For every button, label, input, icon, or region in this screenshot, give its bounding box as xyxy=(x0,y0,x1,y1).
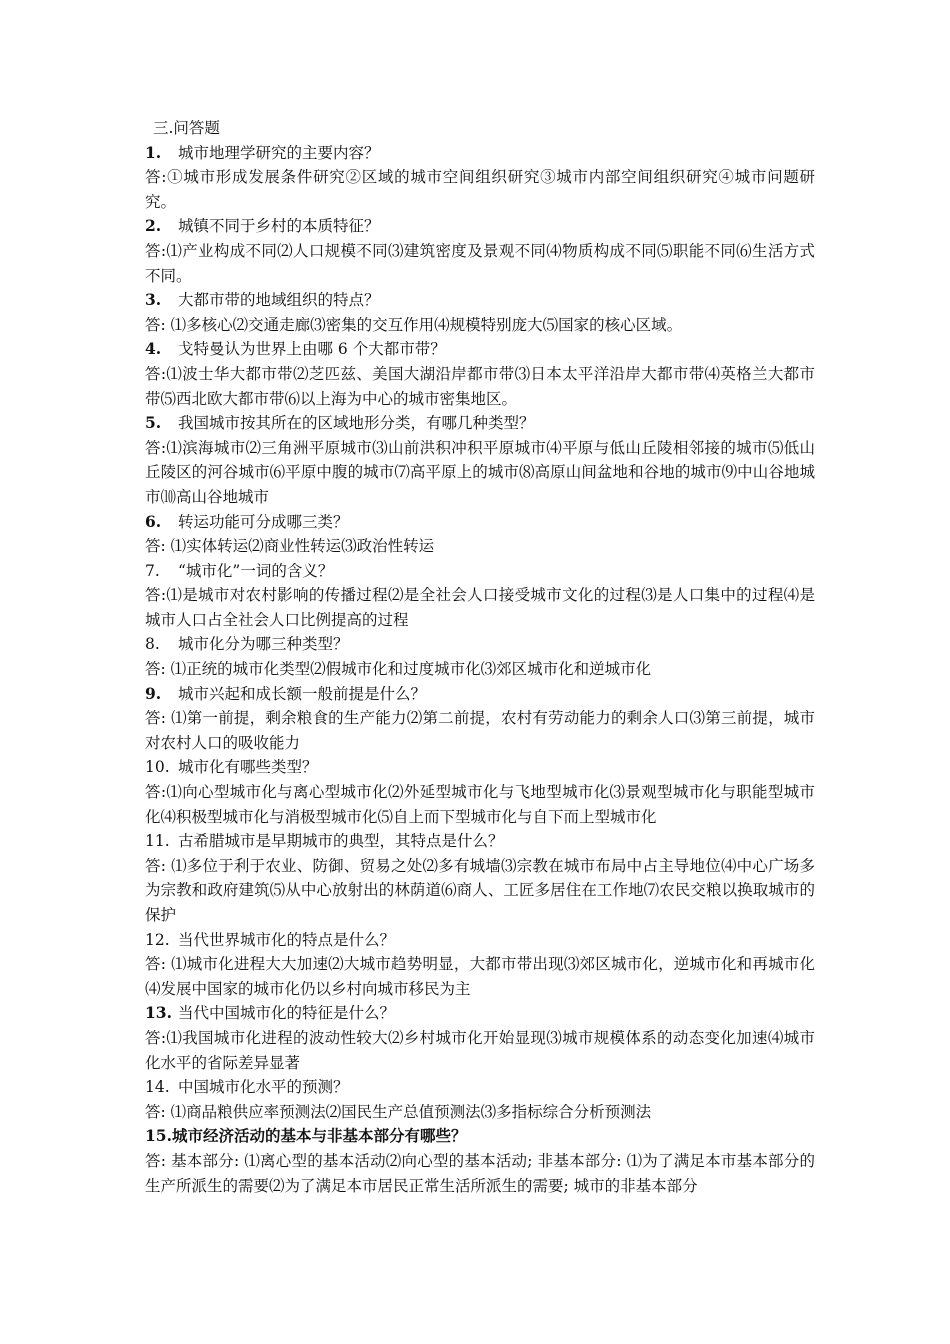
question-number: 12. xyxy=(145,930,170,949)
answer-8: 答: ⑴正统的城市化类型⑵假城市化和过度城市化⑶郊区城市化和逆城市化 xyxy=(145,660,652,679)
question-number: 4. xyxy=(145,339,162,359)
question-3 xyxy=(145,288,815,313)
question-9 xyxy=(145,682,815,707)
question-text: 城市地理学研究的主要内容？ xyxy=(178,143,380,162)
question-number: 9. xyxy=(145,683,162,703)
document-page xyxy=(145,116,815,1198)
question-text: 大都市带的地域组织的特点？ xyxy=(178,291,380,310)
question-15 xyxy=(145,1124,815,1149)
question-1 xyxy=(145,141,815,166)
answer-9: 答: ⑴第一前提，剩余粮食的生产能力⑵第二前提，农村有劳动能力的剩余人口⑶第三前提，城市对农村人口的吸收能力 xyxy=(145,709,815,752)
question-6 xyxy=(145,510,815,535)
question-number: 5. xyxy=(145,413,162,433)
question-text: 当代中国城市化的特征是什么？ xyxy=(178,1004,396,1023)
question-8 xyxy=(145,632,815,657)
answer-12: 答: ⑴城市化进程大大加速⑵大城市趋势明显，大都市带出现⑶郊区城市化，逆城市化和再城市化⑷发展中国家的城市化仍以乡村向城市移民为主 xyxy=(145,955,815,998)
question-number: 2. xyxy=(145,216,162,236)
answer-3: 答: ⑴多核心⑵交通走廊⑶密集的交互作用⑷规模特别庞大⑸国家的核心区域。 xyxy=(145,315,683,334)
question-2 xyxy=(145,214,815,239)
question-text: “城市化”一词的含义？ xyxy=(178,561,334,580)
section-title: 三.问答题 xyxy=(153,119,220,137)
answer-2: 答:⑴产业构成不同⑵人口规模不同⑶建筑密度及景观不同⑷物质构成不同⑸职能不同⑹生活方式不同。 xyxy=(145,241,815,285)
question-10 xyxy=(145,755,815,780)
question-text: 戈特曼认为世界上由哪 6 个大都市带？ xyxy=(178,340,446,359)
answer-5: 答:⑴滨海城市⑵三角洲平原城市⑶山前洪积冲积平原城市⑷平原与低山丘陵相邻接的城市⑸低山丘陵区的河谷城市⑹平原中腹的城市⑺高平原上的城市⑻高原山间盆地和谷地的城市⑼中山谷地城市⑽高山谷地城市 xyxy=(145,438,815,506)
question-text: 当代世界城市化的特点是什么？ xyxy=(178,930,396,949)
question-12 xyxy=(145,928,815,953)
question-13 xyxy=(145,1001,815,1026)
question-text: 转运功能可分成哪三类？ xyxy=(178,512,349,531)
question-text: 我国城市按其所在的区域地形分类，有哪几种类型？ xyxy=(178,414,535,433)
answer-11: 答: ⑴多位于利于农业、防御、贸易之处⑵多有城墙⑶宗教在城市布局中占主导地位⑷中心广场多为宗教和政府建筑⑸从中心放射出的林荫道⑹商人、工匠多居住在工作地⑺农民交粮以换取城市的保护 xyxy=(145,856,815,924)
answer-13: 答:⑴我国城市化进程的波动性较大⑵乡村城市化开始显现⑶城市规模体系的动态变化加速⑷城市化水平的省际差异显著 xyxy=(145,1028,815,1072)
question-text: 城市化分为哪三种类型？ xyxy=(178,635,349,654)
question-11 xyxy=(145,829,815,854)
question-number: 1. xyxy=(145,142,162,162)
answer-1: 答:①城市形成发展条件研究②区域的城市空间组织研究③城市内部空间组织研究④城市问题研究。 xyxy=(145,168,815,211)
question-number: 15. xyxy=(145,1126,172,1146)
question-5 xyxy=(145,411,815,436)
question-text: 城市兴起和成长额一般前提是什么？ xyxy=(178,684,427,703)
answer-4: 答:⑴波士华大都市带⑵芝匹兹、美国大湖沿岸都市带⑶日本太平洋沿岸大都市带⑷英格兰大都市带⑸西北欧大都市带⑹以上海为中心的城市密集地区。 xyxy=(145,364,815,408)
question-text: 中国城市化水平的预测？ xyxy=(178,1078,349,1097)
answer-14: 答: ⑴商品粮供应率预测法⑵国民生产总值预测法⑶多指标综合分析预测法 xyxy=(145,1102,652,1121)
question-4 xyxy=(145,337,815,362)
question-text: 城镇不同于乡村的本质特征？ xyxy=(178,217,380,236)
question-number: 10. xyxy=(145,758,170,777)
question-number: 6. xyxy=(145,511,162,531)
question-number: 7. xyxy=(145,561,160,580)
answer-6: 答: ⑴实体转运⑵商业性转运⑶政治性转运 xyxy=(145,537,435,556)
question-text: 城市化有哪些类型？ xyxy=(178,758,318,777)
question-7 xyxy=(145,559,815,584)
answer-7: 答:⑴是城市对农村影响的传播过程⑵是全社会人口接受城市文化的过程⑶是人口集中的过程⑷是城市人口占全社会人口比例提高的过程 xyxy=(145,586,815,629)
question-number: 3. xyxy=(145,290,162,310)
question-number: 8. xyxy=(145,635,160,654)
question-text: 古希腊城市是早期城市的典型，其特点是什么？ xyxy=(178,832,504,851)
question-number: 14. xyxy=(145,1078,170,1097)
question-number: 13. xyxy=(145,1003,172,1023)
answer-10: 答:⑴向心型城市化与离心型城市化⑵外延型城市化与飞地型城市化⑶景观型城市化与职能型城市化⑷积极型城市化与消极型城市化⑸自上而下型城市化与自下而上型城市化 xyxy=(145,783,815,826)
question-text: 城市经济活动的基本与非基本部分有哪些？ xyxy=(171,1126,467,1146)
question-number: 11. xyxy=(145,832,170,851)
question-14 xyxy=(145,1075,815,1100)
answer-15: 答: 基本部分: ⑴离心型的基本活动⑵向心型的基本活动; 非基本部分: ⑴为了满足本市基本部分的生产所派生的需要⑵为了满足本市居民正常生活所派生的需要; 城市的非基本部分 xyxy=(145,1151,815,1195)
